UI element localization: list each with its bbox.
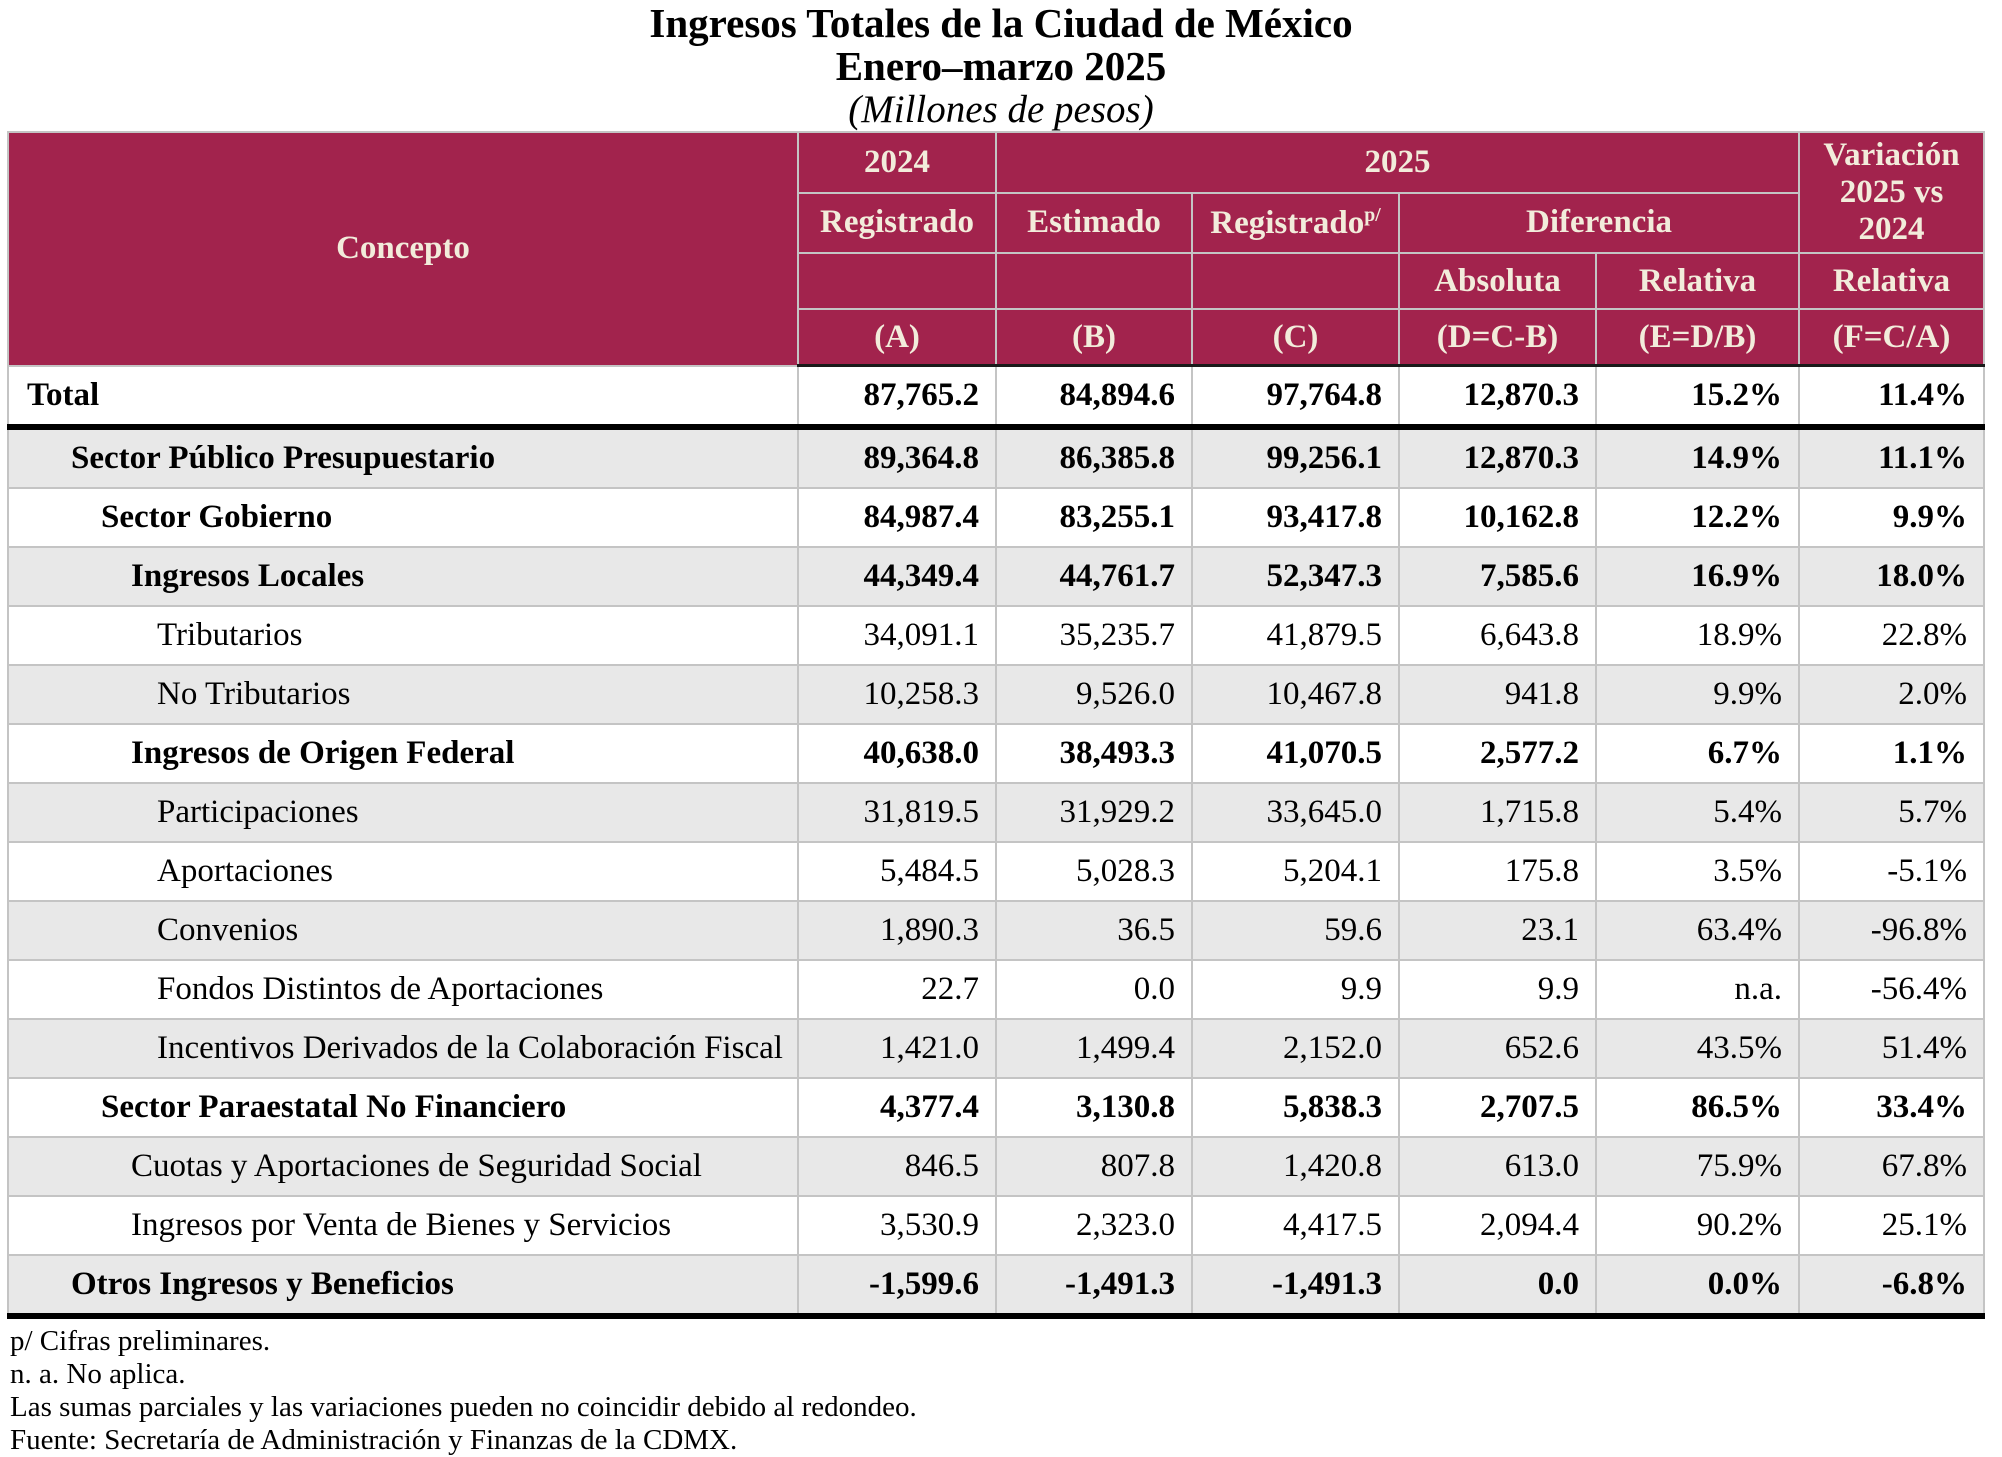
value-cell: 83,255.1 — [996, 488, 1192, 547]
value-cell: 9.9 — [1399, 960, 1596, 1019]
value-cell: 1,715.8 — [1399, 783, 1596, 842]
table-row — [8, 783, 1984, 842]
value-cell: 7,585.6 — [1399, 547, 1596, 606]
header-empty-b — [996, 253, 1192, 309]
header-code-a: (A) — [798, 309, 996, 366]
value-cell: 807.8 — [996, 1137, 1192, 1196]
value-cell: 75.9% — [1596, 1137, 1799, 1196]
value-cell: 2,323.0 — [996, 1196, 1192, 1255]
value-cell: 25.1% — [1799, 1196, 1984, 1255]
title-block — [0, 0, 2002, 131]
value-cell: 11.4% — [1799, 366, 1984, 428]
value-cell: -56.4% — [1799, 960, 1984, 1019]
value-cell: 12,870.3 — [1399, 366, 1596, 428]
value-cell: 10,258.3 — [798, 665, 996, 724]
value-cell: 5,838.3 — [1192, 1078, 1399, 1137]
value-cell: -96.8% — [1799, 901, 1984, 960]
table-row — [8, 1078, 1984, 1137]
concept-cell: Otros Ingresos y Beneficios — [8, 1255, 798, 1316]
value-cell: 67.8% — [1799, 1137, 1984, 1196]
concept-cell: Ingresos de Origen Federal — [8, 724, 798, 783]
value-cell: 44,349.4 — [798, 547, 996, 606]
value-cell: -6.8% — [1799, 1255, 1984, 1316]
header-empty-a — [798, 253, 996, 309]
value-cell: 5.4% — [1596, 783, 1799, 842]
value-cell: 1,499.4 — [996, 1019, 1192, 1078]
footnote-no-aplica: n. a. No aplica. — [10, 1358, 186, 1390]
value-cell: 9.9% — [1596, 665, 1799, 724]
header-registrado-2024: Registrado — [798, 193, 996, 254]
header-relativa: Relativa — [1596, 253, 1799, 309]
value-cell: 84,894.6 — [996, 366, 1192, 428]
value-cell: 2,707.5 — [1399, 1078, 1596, 1137]
table-row — [8, 427, 1984, 488]
header-relativa-variacion: Relativa — [1799, 253, 1984, 309]
concept-cell: Participaciones — [8, 783, 798, 842]
value-cell: 52,347.3 — [1192, 547, 1399, 606]
value-cell: 9.9 — [1192, 960, 1399, 1019]
value-cell: 613.0 — [1399, 1137, 1596, 1196]
value-cell: 2,094.4 — [1399, 1196, 1596, 1255]
value-cell: 44,761.7 — [996, 547, 1192, 606]
table-header — [8, 132, 1984, 366]
header-registrado-2025-label: Registrado — [1210, 204, 1365, 241]
value-cell: 97,764.8 — [1192, 366, 1399, 428]
value-cell: 0.0 — [996, 960, 1192, 1019]
table-row — [8, 842, 1984, 901]
value-cell: 10,467.8 — [1192, 665, 1399, 724]
value-cell: 1,890.3 — [798, 901, 996, 960]
concept-cell: Sector Público Presupuestario — [8, 427, 798, 488]
value-cell: 5,484.5 — [798, 842, 996, 901]
value-cell: 22.8% — [1799, 606, 1984, 665]
value-cell: 2,577.2 — [1399, 724, 1596, 783]
concept-cell: Tributarios — [8, 606, 798, 665]
table-row — [8, 488, 1984, 547]
value-cell: 33,645.0 — [1192, 783, 1399, 842]
concept-cell: Sector Gobierno — [8, 488, 798, 547]
value-cell: 90.2% — [1596, 1196, 1799, 1255]
value-cell: 63.4% — [1596, 901, 1799, 960]
report-title: Ingresos Totales de la Ciudad de México — [649, 0, 1353, 46]
value-cell: 12,870.3 — [1399, 427, 1596, 488]
concept-cell: Aportaciones — [8, 842, 798, 901]
value-cell: 11.1% — [1799, 427, 1984, 488]
value-cell: 84,987.4 — [798, 488, 996, 547]
value-cell: 16.9% — [1596, 547, 1799, 606]
value-cell: 40,638.0 — [798, 724, 996, 783]
income-table — [7, 131, 1985, 1319]
value-cell: 5,204.1 — [1192, 842, 1399, 901]
header-variacion: Variación 2025 vs 2024 — [1799, 132, 1984, 253]
value-cell: 4,417.5 — [1192, 1196, 1399, 1255]
footnote-source: Fuente: Secretaría de Administración y Finanzas de la CDMX. — [10, 1424, 738, 1456]
table-row — [8, 665, 1984, 724]
value-cell: 9,526.0 — [996, 665, 1192, 724]
header-code-c: (C) — [1192, 309, 1399, 366]
value-cell: 15.2% — [1596, 366, 1799, 428]
value-cell: 941.8 — [1399, 665, 1596, 724]
header-estimado: Estimado — [996, 193, 1192, 254]
value-cell: 5.7% — [1799, 783, 1984, 842]
value-cell: 59.6 — [1192, 901, 1399, 960]
value-cell: 5,028.3 — [996, 842, 1192, 901]
footnote-preliminary: p/ Cifras preliminares. — [10, 1325, 271, 1357]
value-cell: 51.4% — [1799, 1019, 1984, 1078]
concept-cell: Ingresos por Venta de Bienes y Servicios — [8, 1196, 798, 1255]
value-cell: 86.5% — [1596, 1078, 1799, 1137]
concept-cell: Convenios — [8, 901, 798, 960]
table-row — [8, 547, 1984, 606]
value-cell: 36.5 — [996, 901, 1192, 960]
header-code-d: (D=C-B) — [1399, 309, 1596, 366]
footnotes-block — [10, 1325, 2002, 1457]
value-cell: -1,491.3 — [1192, 1255, 1399, 1316]
value-cell: 35,235.7 — [996, 606, 1192, 665]
value-cell: 6.7% — [1596, 724, 1799, 783]
concept-cell: Ingresos Locales — [8, 547, 798, 606]
report-period: Enero–marzo 2025 — [835, 43, 1167, 89]
value-cell: 1,421.0 — [798, 1019, 996, 1078]
value-cell: 0.0% — [1596, 1255, 1799, 1316]
header-registrado-2025 — [1192, 193, 1399, 254]
value-cell: 23.1 — [1399, 901, 1596, 960]
value-cell: 1,420.8 — [1192, 1137, 1399, 1196]
concept-cell: Sector Paraestatal No Financiero — [8, 1078, 798, 1137]
value-cell: 87,765.2 — [798, 366, 996, 428]
table-row — [8, 1255, 1984, 1316]
value-cell: n.a. — [1596, 960, 1799, 1019]
value-cell: 89,364.8 — [798, 427, 996, 488]
value-cell: -1,491.3 — [996, 1255, 1192, 1316]
value-cell: 12.2% — [1596, 488, 1799, 547]
value-cell: 3,530.9 — [798, 1196, 996, 1255]
value-cell: 31,929.2 — [996, 783, 1192, 842]
header-code-f: (F=C/A) — [1799, 309, 1984, 366]
value-cell: 175.8 — [1399, 842, 1596, 901]
value-cell: 41,879.5 — [1192, 606, 1399, 665]
value-cell: 10,162.8 — [1399, 488, 1596, 547]
table-row — [8, 960, 1984, 1019]
value-cell: 86,385.8 — [996, 427, 1192, 488]
table-row — [8, 724, 1984, 783]
value-cell: 93,417.8 — [1192, 488, 1399, 547]
header-absoluta: Absoluta — [1399, 253, 1596, 309]
value-cell: 38,493.3 — [996, 724, 1192, 783]
table-row — [8, 366, 1984, 428]
table-body — [8, 366, 1984, 1317]
value-cell: 43.5% — [1596, 1019, 1799, 1078]
table-row — [8, 606, 1984, 665]
value-cell: 18.0% — [1799, 547, 1984, 606]
header-concepto: Concepto — [8, 132, 798, 366]
table-row — [8, 1196, 1984, 1255]
value-cell: 4,377.4 — [798, 1078, 996, 1137]
header-diferencia: Diferencia — [1399, 193, 1799, 254]
value-cell: 9.9% — [1799, 488, 1984, 547]
value-cell: 34,091.1 — [798, 606, 996, 665]
value-cell: 22.7 — [798, 960, 996, 1019]
footnote-rounding: Las sumas parciales y las variaciones pueden no coincidir debido al redondeo. — [10, 1391, 917, 1423]
value-cell: 18.9% — [1596, 606, 1799, 665]
table-row — [8, 1019, 1984, 1078]
value-cell: 6,643.8 — [1399, 606, 1596, 665]
value-cell: -5.1% — [1799, 842, 1984, 901]
header-code-b: (B) — [996, 309, 1192, 366]
report-units: (Millones de pesos) — [848, 88, 1154, 131]
concept-cell: Cuotas y Aportaciones de Seguridad Social — [8, 1137, 798, 1196]
value-cell: 652.6 — [1399, 1019, 1596, 1078]
header-empty-c — [1192, 253, 1399, 309]
value-cell: 1.1% — [1799, 724, 1984, 783]
value-cell: -1,599.6 — [798, 1255, 996, 1316]
value-cell: 31,819.5 — [798, 783, 996, 842]
table-row — [8, 1137, 1984, 1196]
value-cell: 33.4% — [1799, 1078, 1984, 1137]
header-year-2025: 2025 — [996, 132, 1799, 193]
value-cell: 3.5% — [1596, 842, 1799, 901]
value-cell: 41,070.5 — [1192, 724, 1399, 783]
value-cell: 99,256.1 — [1192, 427, 1399, 488]
value-cell: 3,130.8 — [996, 1078, 1192, 1137]
value-cell: 846.5 — [798, 1137, 996, 1196]
table-row — [8, 901, 1984, 960]
value-cell: 14.9% — [1596, 427, 1799, 488]
value-cell: 2,152.0 — [1192, 1019, 1399, 1078]
concept-cell: Total — [8, 366, 798, 428]
concept-cell: Incentivos Derivados de la Colaboración Fiscal — [8, 1019, 798, 1078]
value-cell: 0.0 — [1399, 1255, 1596, 1316]
header-year-2024: 2024 — [798, 132, 996, 193]
concept-cell: Fondos Distintos de Aportaciones — [8, 960, 798, 1019]
concept-cell: No Tributarios — [8, 665, 798, 724]
preliminary-superscript: p/ — [1364, 203, 1381, 226]
value-cell: 2.0% — [1799, 665, 1984, 724]
header-code-e: (E=D/B) — [1596, 309, 1799, 366]
